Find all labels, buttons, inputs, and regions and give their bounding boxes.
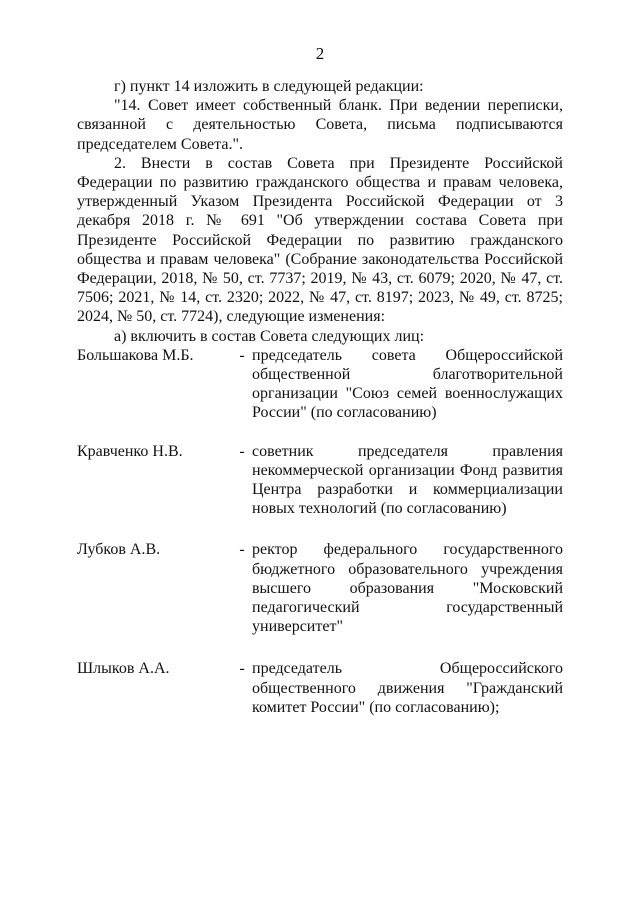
paragraph-item-a: а) включить в состав Совета следующих лиц: xyxy=(114,327,425,345)
member-role: ректор федерального государственного бюджетного образовательного учреждения высшего образования "Московский педагогический государственный университет" xyxy=(252,541,563,636)
member-name: Лубков А.В. xyxy=(77,541,161,559)
member-row xyxy=(77,442,563,519)
page-number: 2 xyxy=(315,44,325,63)
member-list xyxy=(77,346,563,717)
spacer xyxy=(77,423,563,442)
member-name: Большакова М.Б. xyxy=(77,346,194,364)
member-name: Кравченко Н.В. xyxy=(77,442,183,460)
paragraph-item-g: г) пункт 14 изложить в следующей редакции: xyxy=(114,78,424,95)
member-role: советник председателя правления некоммерческой организации Фонд развития Центра разработки и коммерциализации новых технологий (по согласованию) xyxy=(252,442,563,518)
member-role: председатель совета Общероссийской общественной благотворительной организации "Союз семей военнослужащих России" (по согласованию) xyxy=(252,346,563,422)
member-role: председатель Общероссийского общественного движения "Гражданский комитет России" (по согласованию); xyxy=(252,660,563,716)
spacer xyxy=(77,518,563,540)
member-dash: - xyxy=(239,442,245,460)
member-row xyxy=(77,659,563,717)
member-dash: - xyxy=(239,346,245,364)
paragraph-section-2: 2. Внести в состав Совета при Президенте Российской Федерации по развитию гражданского общества и правам человека, утвержденный Указом Президента Российской Федерации от 3 декабря 2018 г. № 691 "Об утверждении состава Совета при Президенте Российской Федерации по развитию гражданского общества и правам человека" (Собрание законодательства Российской Федерации, 2018, № 50, ст. 7737; 2019, № 43, ст. 6079; 2020, № 47, ст. 7506; 2021, № 14, ст. 2320; 2022, № 47, ст. 8197; 2023, № 49, ст. 8725; 2024, № 50, ст. 7724), следующие изменения: xyxy=(77,154,563,326)
paragraph-quoted-text: "14. Совет имеет собственный бланк. При ведении переписки, связанной с деятельностью Совета, письма подписываются председателем Совета.". xyxy=(77,97,563,153)
member-dash: - xyxy=(239,541,245,559)
spacer xyxy=(77,636,563,659)
member-row xyxy=(77,540,563,636)
document-body xyxy=(77,77,563,717)
member-row xyxy=(77,346,563,423)
member-dash: - xyxy=(239,660,245,678)
member-name: Шлыков А.А. xyxy=(77,660,170,678)
